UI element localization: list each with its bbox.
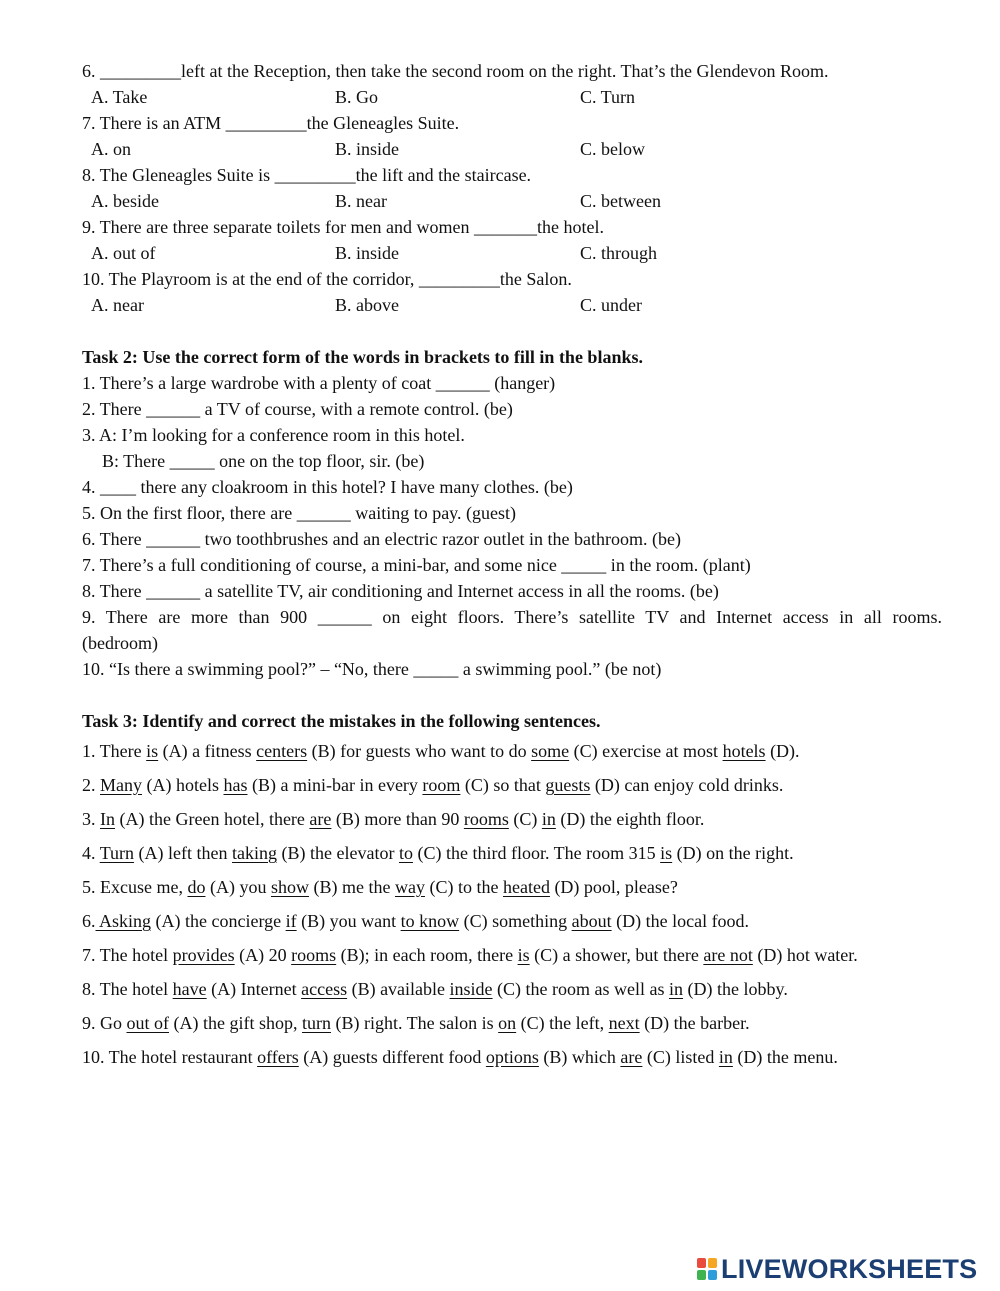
underlined-word: in [669,979,684,999]
underlined-word: to know [400,911,460,931]
underlined-word: next [608,1013,640,1033]
sentence-text: (B) for guests who want to do [307,741,532,761]
task2-section [82,344,942,682]
underlined-word: show [270,877,309,897]
underlined-word: to [398,843,413,863]
sentence-text: (B) a mini-bar in every [247,775,423,795]
task1-q6: 6. _________left at the Reception, then take the second room on the right. That’s the Glendevon Room. [82,61,829,81]
underlined-word: in [541,809,556,829]
option-b: B. near [335,191,387,211]
sentence-text: 10. The hotel restaurant [82,1047,258,1067]
sentence-text: (B) right. The salon is [330,1013,499,1033]
underlined-word: room [422,775,461,795]
underlined-word: are [309,809,332,829]
sentence-text: (C) listed [642,1047,719,1067]
sentence-text: (D) the local food. [611,911,750,931]
option-b: B. inside [335,139,400,159]
option-a: A. near [91,295,144,315]
task1-q9: 9. There are three separate toilets for men and women _______the hotel. [82,217,604,237]
logo-icon [697,1258,717,1280]
sentence-text: (C) [508,809,542,829]
sentence-text: (A) guests different food [298,1047,486,1067]
sentence-text: (C) the room as well as [492,979,670,999]
task3-sentence [82,1006,942,1040]
option-a: A. Take [91,87,148,107]
task3-sentence [82,904,942,938]
sentence-text: (A) a fitness [158,741,257,761]
underlined-word: rooms [463,809,509,829]
underlined-word: way [394,877,425,897]
sentence-text: 1. There [82,741,147,761]
underlined-word: rooms [291,945,337,965]
task2-line: 7. There’s a full conditioning of course, a mini-bar, and some nice _____ in the room. (plant) [82,555,751,575]
option-b: B. inside [335,243,400,263]
task2-line: 8. There ______ a satellite TV, air conditioning and Internet access in all the rooms. (be) [82,581,719,601]
task3-sentence [82,734,942,768]
task2-line: (bedroom) [82,633,158,653]
option-c: C. Turn [580,87,636,107]
option-c: C. between [580,191,661,211]
underlined-word: centers [256,741,308,761]
underlined-word: out of [126,1013,169,1033]
liveworksheets-logo [697,1253,977,1285]
sentence-text: (D) pool, please? [549,877,678,897]
sentence-text: 8. The hotel [82,979,173,999]
task1-q7: 7. There is an ATM _________the Gleneagles Suite. [82,113,460,133]
sentence-text: (B) more than 90 [331,809,464,829]
underlined-word: have [172,979,207,999]
task1-section [82,58,942,318]
option-a: A. beside [91,191,159,211]
task2-line: 5. On the first floor, there are ______ waiting to pay. (guest) [82,503,516,523]
logo-square-icon [697,1258,706,1268]
sentence-text: (A) hotels [142,775,224,795]
task2-line: B: There _____ one on the top floor, sir. (be) [102,451,425,471]
sentence-text: 6. [82,911,96,931]
task3-sentence [82,938,942,972]
task3-sentence [82,1040,942,1074]
logo-square-icon [708,1258,717,1268]
task1-q8: 8. The Gleneagles Suite is _________the lift and the staircase. [82,165,532,185]
task1-q8-options [82,188,942,214]
underlined-word: Many [100,775,142,795]
underlined-word: hotels [722,741,766,761]
sentence-text: (A) the Green hotel, there [115,809,310,829]
underlined-word: guests [545,775,591,795]
task1-q6-options [82,84,942,110]
worksheet-page [82,58,942,1074]
underlined-word: provides [172,945,235,965]
sentence-text: (B) available [347,979,450,999]
sentence-text: (D) can enjoy cold drinks. [590,775,784,795]
underlined-word: taking [232,843,278,863]
task2-line: 3. A: I’m looking for a conference room in this hotel. [82,425,465,445]
sentence-text: (C) something [459,911,572,931]
sentence-text: (B); in each room, there [336,945,518,965]
underlined-word: if [285,911,297,931]
sentence-text: (C) exercise at most [569,741,723,761]
sentence-text: (D) the barber. [639,1013,750,1033]
underlined-word: Turn [99,843,135,863]
underlined-word: are not [703,945,753,965]
option-b: B. above [335,295,399,315]
task2-line: 4. ____ there any cloakroom in this hotel? I have many clothes. (be) [82,477,573,497]
option-a: A. out of [91,243,156,263]
sentence-text: (C) so that [460,775,546,795]
sentence-text: (B) which [538,1047,621,1067]
logo-square-icon [697,1270,706,1280]
sentence-text: 9. Go [82,1013,127,1033]
sentence-text: (D) hot water. [752,945,858,965]
underlined-word: is [146,741,159,761]
task2-line: 10. “Is there a swimming pool?” – “No, there _____ a swimming pool.” (be not) [82,659,662,679]
task1-q9-options [82,240,942,266]
logo-square-icon [708,1270,717,1280]
task1-q10: 10. The Playroom is at the end of the corridor, _________the Salon. [82,269,572,289]
sentence-text: (C) the third floor. The room 315 [412,843,661,863]
option-c: C. under [580,295,642,315]
task2-line: 6. There ______ two toothbrushes and an electric razor outlet in the bathroom. (be) [82,529,681,549]
task1-q7-options [82,136,942,162]
task2-line: 9. There are more than 900 ______ on eight floors. There’s satellite TV and Internet access in all rooms. [82,607,942,627]
underlined-word: are [620,1047,643,1067]
logo-text: LIVEWORKSHEETS [721,1253,978,1284]
sentence-text: 4. [82,843,100,863]
underlined-word: access [301,979,348,999]
task3-sentence [82,972,942,1006]
underlined-word: Asking [95,911,152,931]
task2-line: 1. There’s a large wardrobe with a plenty of coat ______ (hanger) [82,373,556,393]
task3-sentence [82,870,942,904]
option-b: B. Go [335,87,379,107]
sentence-text: 5. Excuse me, [82,877,188,897]
sentence-text: (A) you [205,877,271,897]
sentence-text: (C) a shower, but there [529,945,704,965]
task2-line: 2. There ______ a TV of course, with a remote control. (be) [82,399,513,419]
sentence-text: 3. [82,809,100,829]
underlined-word: is [517,945,530,965]
underlined-word: inside [449,979,493,999]
option-c: C. below [580,139,645,159]
underlined-word: In [100,809,115,829]
sentence-text: (D) the menu. [732,1047,838,1067]
sentence-text: (D) on the right. [672,843,794,863]
underlined-word: has [223,775,248,795]
underlined-word: in [718,1047,733,1067]
sentence-text: (C) the left, [516,1013,609,1033]
sentence-text: (D) the eighth floor. [555,809,705,829]
sentence-text: (A) Internet [206,979,302,999]
task3-sentence [82,768,942,802]
sentence-text: (B) me the [308,877,395,897]
task3-sentence [82,802,942,836]
sentence-text: 7. The hotel [82,945,173,965]
underlined-word: some [531,741,570,761]
underlined-word: do [187,877,206,897]
sentence-text: 2. [82,775,100,795]
underlined-word: turn [301,1013,331,1033]
option-a: A. on [91,139,131,159]
sentence-text: (B) the elevator [277,843,399,863]
underlined-word: on [498,1013,517,1033]
sentence-text: (A) left then [134,843,233,863]
underlined-word: offers [257,1047,299,1067]
task1-q10-options [82,292,942,318]
sentence-text: (B) you want [296,911,401,931]
sentence-text: (D). [765,741,800,761]
underlined-word: heated [502,877,550,897]
sentence-text: (A) the gift shop, [169,1013,302,1033]
task3-section [82,708,942,1074]
underlined-word: options [485,1047,539,1067]
sentence-text: (A) 20 [234,945,292,965]
sentence-text: (C) to the [424,877,503,897]
underlined-word: is [660,843,673,863]
sentence-text: (D) the lobby. [683,979,788,999]
option-c: C. through [580,243,658,263]
underlined-word: about [571,911,612,931]
task3-sentence-list [82,734,942,1074]
task3-title: Task 3: Identify and correct the mistakes in the following sentences. [82,711,601,731]
sentence-text: (A) the concierge [151,911,286,931]
task3-sentence [82,836,942,870]
task2-title: Task 2: Use the correct form of the words in brackets to fill in the blanks. [82,347,643,367]
